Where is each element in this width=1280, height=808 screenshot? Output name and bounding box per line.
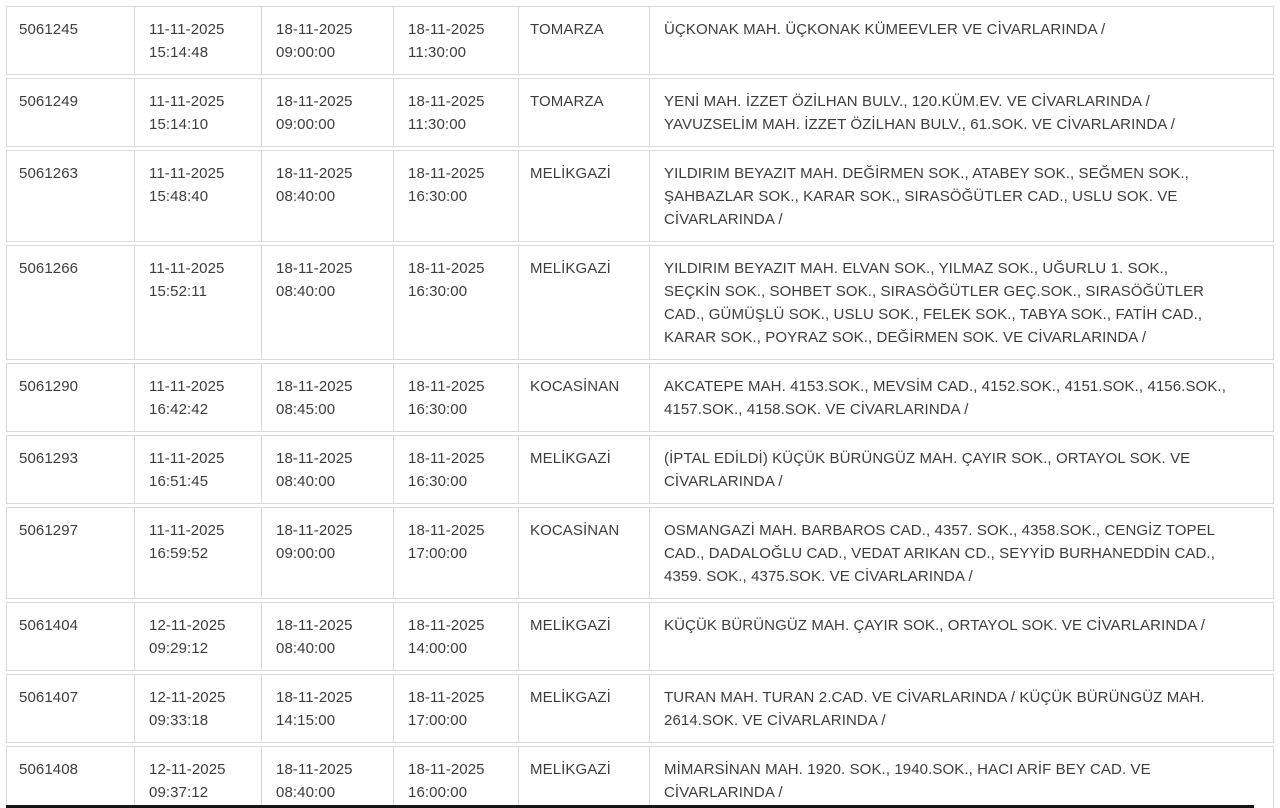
outage-schedule-page [0, 6, 1280, 808]
table-row [6, 78, 1274, 147]
outage-id-cell: 5061407 [19, 689, 79, 706]
district-cell: MELİKGAZİ [518, 675, 649, 742]
outage-id-cell: 5061290 [19, 378, 79, 395]
outage-end-datetime-cell: 18-11-2025 16:00:00 [393, 747, 518, 808]
affected-area-description-cell: YENİ MAH. İZZET ÖZİLHAN BULV., 120.KÜM.EV. VE CİVARLARINDA / YAVUZSELİM MAH. İZZET ÖZİLHAN BULV., 61.SOK. VE CİVARLARINDA / [649, 79, 1273, 146]
record-datetime-cell: 11-11-2025 15:14:10 [134, 79, 261, 146]
outage-id-cell: 5061404 [19, 617, 79, 634]
outage-id-cell: 5061266 [19, 260, 79, 277]
outage-start-datetime-cell: 18-11-2025 08:40:00 [261, 747, 393, 808]
outage-id-cell: 5061249 [19, 93, 79, 110]
table-row [6, 674, 1274, 743]
outage-start-datetime-cell: 18-11-2025 08:40:00 [261, 436, 393, 503]
record-datetime-cell: 11-11-2025 16:51:45 [134, 436, 261, 503]
record-datetime-cell: 11-11-2025 15:14:48 [134, 7, 261, 74]
table-row [6, 507, 1274, 599]
outage-end-datetime-cell: 18-11-2025 16:30:00 [393, 364, 518, 431]
outage-id-cell: 5061245 [19, 21, 79, 38]
record-datetime-cell: 12-11-2025 09:29:12 [134, 603, 261, 670]
outage-end-datetime-cell: 18-11-2025 11:30:00 [393, 7, 518, 74]
outage-start-datetime-cell: 18-11-2025 08:40:00 [261, 603, 393, 670]
affected-area-description-cell: OSMANGAZİ MAH. BARBAROS CAD., 4357. SOK., 4358.SOK., CENGİZ TOPEL CAD., DADALOĞLU CAD., VEDAT ARIKAN CD., SEYYİD BURHANEDDİN CAD., 4359. SOK., 4375.SOK. VE CİVARLARINDA / [649, 508, 1273, 598]
district-cell: MELİKGAZİ [518, 246, 649, 359]
record-datetime-cell: 11-11-2025 16:59:52 [134, 508, 261, 598]
district-cell: MELİKGAZİ [518, 603, 649, 670]
table-row [6, 435, 1274, 504]
outage-end-datetime-cell: 18-11-2025 17:00:00 [393, 508, 518, 598]
table-row [6, 746, 1274, 808]
district-cell: KOCASİNAN [518, 508, 649, 598]
affected-area-description-cell: YILDIRIM BEYAZIT MAH. ELVAN SOK., YILMAZ SOK., UĞURLU 1. SOK., SEÇKİN SOK., SOHBET SOK., SIRASÖĞÜTLER GEÇ.SOK., SIRASÖĞÜTLER CAD., GÜMÜŞLÜ SOK., USLU SOK., FELEK SOK., TABYA SOK., FATİH CAD., KARAR SOK., POYRAZ SOK., DEĞİRMEN SOK. VE CİVARLARINDA / [649, 246, 1273, 359]
record-datetime-cell: 11-11-2025 16:42:42 [134, 364, 261, 431]
record-datetime-cell: 12-11-2025 09:33:18 [134, 675, 261, 742]
outage-table [6, 6, 1274, 808]
outage-start-datetime-cell: 18-11-2025 08:40:00 [261, 246, 393, 359]
district-cell: MELİKGAZİ [518, 151, 649, 241]
affected-area-description-cell: AKCATEPE MAH. 4153.SOK., MEVSİM CAD., 4152.SOK., 4151.SOK., 4156.SOK., 4157.SOK., 4158.SOK. VE CİVARLARINDA / [649, 364, 1273, 431]
record-datetime-cell: 11-11-2025 15:52:11 [134, 246, 261, 359]
outage-end-datetime-cell: 18-11-2025 16:30:00 [393, 151, 518, 241]
table-row [6, 150, 1274, 242]
table-row [6, 363, 1274, 432]
outage-end-datetime-cell: 18-11-2025 11:30:00 [393, 79, 518, 146]
outage-start-datetime-cell: 18-11-2025 08:45:00 [261, 364, 393, 431]
outage-end-datetime-cell: 18-11-2025 16:30:00 [393, 436, 518, 503]
district-cell: TOMARZA [518, 7, 649, 74]
affected-area-description-cell: YILDIRIM BEYAZIT MAH. DEĞİRMEN SOK., ATABEY SOK., SEĞMEN SOK., ŞAHBAZLAR SOK., KARAR SOK., SIRASÖĞÜTLER CAD., USLU SOK. VE CİVARLARINDA / [649, 151, 1273, 241]
district-cell: KOCASİNAN [518, 364, 649, 431]
affected-area-description-cell: ÜÇKONAK MAH. ÜÇKONAK KÜMEEVLER VE CİVARLARINDA / [649, 7, 1273, 74]
district-cell: TOMARZA [518, 79, 649, 146]
outage-start-datetime-cell: 18-11-2025 14:15:00 [261, 675, 393, 742]
outage-id-cell: 5061263 [19, 165, 79, 182]
table-row [6, 6, 1274, 75]
outage-start-datetime-cell: 18-11-2025 08:40:00 [261, 151, 393, 241]
outage-start-datetime-cell: 18-11-2025 09:00:00 [261, 79, 393, 146]
table-row [6, 245, 1274, 360]
record-datetime-cell: 11-11-2025 15:48:40 [134, 151, 261, 241]
outage-id-cell: 5061293 [19, 450, 79, 467]
affected-area-description-cell: TURAN MAH. TURAN 2.CAD. VE CİVARLARINDA / KÜÇÜK BÜRÜNGÜZ MAH. 2614.SOK. VE CİVARLARINDA / [649, 675, 1273, 742]
affected-area-description-cell: (İPTAL EDİLDİ) KÜÇÜK BÜRÜNGÜZ MAH. ÇAYIR SOK., ORTAYOL SOK. VE CİVARLARINDA / [649, 436, 1273, 503]
outage-start-datetime-cell: 18-11-2025 09:00:00 [261, 7, 393, 74]
outage-end-datetime-cell: 18-11-2025 16:30:00 [393, 246, 518, 359]
affected-area-description-cell: KÜÇÜK BÜRÜNGÜZ MAH. ÇAYIR SOK., ORTAYOL SOK. VE CİVARLARINDA / [649, 603, 1273, 670]
outage-start-datetime-cell: 18-11-2025 09:00:00 [261, 508, 393, 598]
record-datetime-cell: 12-11-2025 09:37:12 [134, 747, 261, 808]
table-row [6, 602, 1274, 671]
district-cell: MELİKGAZİ [518, 436, 649, 503]
district-cell: MELİKGAZİ [518, 747, 649, 808]
outage-id-cell: 5061408 [19, 761, 79, 778]
outage-id-cell: 5061297 [19, 522, 79, 539]
affected-area-description-cell: MİMARSİNAN MAH. 1920. SOK., 1940.SOK., HACI ARİF BEY CAD. VE CİVARLARINDA / [649, 747, 1273, 808]
outage-end-datetime-cell: 18-11-2025 14:00:00 [393, 603, 518, 670]
outage-end-datetime-cell: 18-11-2025 17:00:00 [393, 675, 518, 742]
